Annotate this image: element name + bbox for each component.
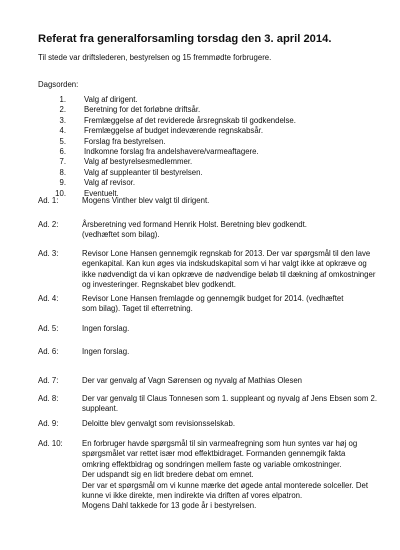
- agenda-item-text: Eventuelt.: [84, 188, 119, 198]
- agenda-item-number: 6.: [59, 147, 66, 157]
- text-line: Mogens Dahl takkede for 13 gode år i bestyrelsen.: [82, 501, 257, 511]
- minutes-item-text: [82, 196, 368, 206]
- agenda-item: [38, 157, 296, 167]
- minutes-item-label: Ad. 1:: [38, 196, 59, 205]
- text-line: omkring effektbidrag og sondringen mellem faste og variable omkostninger.: [82, 459, 342, 469]
- minutes-item-text: [82, 394, 377, 415]
- minutes-item-label: Ad. 3:: [38, 249, 59, 258]
- minutes-item-label: Ad. 5:: [38, 324, 59, 333]
- agenda-item-text: Valg af revisor.: [84, 178, 135, 188]
- agenda-item: [38, 116, 296, 126]
- agenda-item-number: 9.: [59, 178, 66, 188]
- minutes-item-2: [38, 220, 368, 241]
- document-title: Referat fra generalforsamling torsdag den 3. april 2014.: [38, 33, 332, 45]
- text-line: Der udspandt sig en lidt bredere debat om emnet.: [82, 470, 254, 480]
- agenda-item-text: Fremlæggelse af det reviderede årsregnskab til godkendelse.: [84, 115, 296, 125]
- agenda-item: [38, 168, 296, 178]
- agenda-item-text: Valg af bestyrelsesmedlemmer.: [84, 157, 193, 167]
- minutes-item-3: [38, 249, 376, 291]
- agenda-item-text: Forslag fra bestyrelsen.: [84, 136, 166, 146]
- text-line: Ingen forslag.: [82, 347, 130, 356]
- minutes-item-text: [82, 419, 368, 429]
- agenda-item-text: Valg af suppleanter til bestyrelsen.: [84, 167, 203, 177]
- agenda-item: [38, 95, 296, 105]
- minutes-item-text: [82, 376, 368, 386]
- agenda-item-number: 1.: [59, 95, 66, 104]
- text-line: suppleant.: [82, 404, 118, 414]
- agenda-item-number: 8.: [59, 167, 66, 177]
- minutes-item-text: [82, 294, 368, 315]
- text-line: som bilag). Taget til efterretning.: [82, 304, 193, 314]
- attendance-line: Til stede var driftslederen, bestyrelsen og 15 fremmødte forbrugere.: [38, 53, 272, 62]
- agenda-item-number: 7.: [59, 157, 66, 167]
- minutes-item-10: [38, 439, 368, 512]
- text-line: Ingen forslag.: [82, 324, 130, 333]
- text-line: egenkapital. Kan kun øges via indskudskapital som vi har valgt ikke at opkræve og: [82, 259, 367, 269]
- agenda-item-number: 4.: [59, 126, 66, 136]
- minutes-item-8: [38, 394, 378, 415]
- minutes-item-text: [82, 249, 375, 291]
- text-line: ikke nødvendigt da vi kan opkræve de nødvendige beløb til dækning af omkostninger: [82, 269, 376, 279]
- minutes-item-label: Ad. 6:: [38, 347, 59, 356]
- text-line: Der var et spørgsmål om vi kunne mærke det øgede antal monterede solceller. Det: [82, 480, 369, 490]
- agenda-item-number: 2.: [59, 105, 66, 115]
- minutes-item-text: [82, 220, 368, 241]
- agenda-item: [38, 147, 296, 157]
- minutes-item-label: Ad. 9:: [38, 419, 59, 428]
- minutes-item-label: Ad. 2:: [38, 220, 59, 229]
- text-line: Revisor Lone Hansen fremlagde og gennemgik budget for 2014. (vedhæftet: [82, 294, 344, 303]
- text-line: kunne vi ikke direkte, men indirekte via driften af vores elpatron.: [82, 491, 303, 501]
- text-line: Deloitte blev genvalgt som revisionsselskab.: [82, 419, 235, 428]
- agenda-item-text: Beretning for det forløbne driftsår.: [84, 105, 201, 115]
- agenda-heading: Dagsorden:: [38, 80, 79, 89]
- minutes-item-text: [82, 347, 368, 357]
- agenda-item-text: Fremlæggelse af budget indeværende regnskabsår.: [84, 126, 264, 136]
- minutes-item-7: [38, 376, 368, 386]
- minutes-item-label: Ad. 10:: [38, 439, 63, 448]
- text-line: Der var genvalg af Vagn Sørensen og nyvalg af Mathias Olesen: [82, 376, 303, 385]
- minutes-item-4: [38, 294, 368, 315]
- text-line: (vedhæftet som bilag).: [82, 230, 160, 240]
- text-line: og investeringer. Regnskabet blev godkendt.: [82, 280, 236, 290]
- minutes-item-6: [38, 347, 368, 357]
- text-line: En forbruger havde spørgsmål til sin varmeafregning som hun syntes var høj og: [82, 439, 358, 448]
- minutes-item-5: [38, 324, 368, 334]
- text-line: Årsberetning ved formand Henrik Holst. Beretning blev godkendt.: [82, 220, 307, 229]
- agenda-item-number: 5.: [59, 136, 66, 146]
- minutes-item-9: [38, 419, 368, 429]
- minutes-item-1: [38, 196, 368, 206]
- text-line: spørgsmålet var rettet især mod effektbidraget. Formanden gennemgik fakta: [82, 449, 346, 459]
- agenda-item: [38, 105, 296, 115]
- text-line: Revisor Lone Hansen gennemgik regnskab for 2013. Der var spørgsmål til den lave: [82, 249, 371, 258]
- agenda-item: [38, 137, 296, 147]
- agenda-item: [38, 178, 296, 188]
- agenda-list: [38, 95, 296, 199]
- agenda-item: [38, 126, 296, 136]
- text-line: Mogens Vinther blev valgt til dirigent.: [82, 196, 210, 205]
- minutes-item-label: Ad. 7:: [38, 376, 59, 385]
- minutes-item-label: Ad. 8:: [38, 394, 59, 403]
- agenda-item-text: Valg af dirigent.: [84, 95, 138, 104]
- agenda-item-text: Indkomne forslag fra andelshavere/varmeaftagere.: [84, 147, 259, 157]
- agenda-item-number: 3.: [59, 115, 66, 125]
- minutes-item-text: [82, 324, 368, 334]
- text-line: Der var genvalg til Claus Tonnesen som 1. suppleant og nyvalg af Jens Ebsen som 2.: [82, 394, 378, 403]
- agenda-item-number: 10.: [55, 188, 66, 198]
- minutes-item-text: [82, 439, 368, 512]
- minutes-item-label: Ad. 4:: [38, 294, 59, 303]
